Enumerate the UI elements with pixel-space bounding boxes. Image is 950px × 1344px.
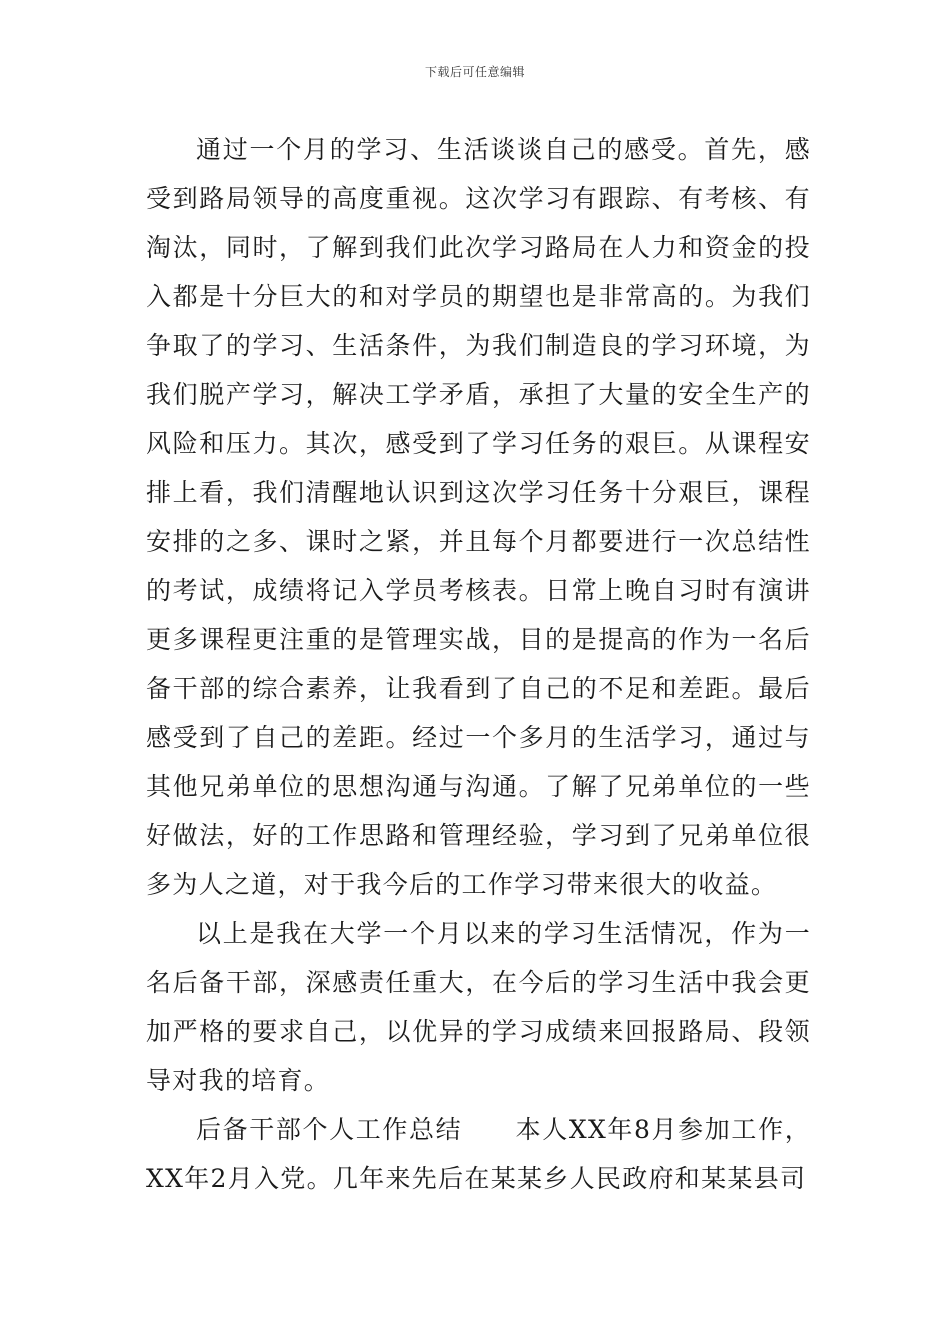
paragraph-2: 以上是我在大学一个月以来的学习生活情况，作为一名后备干部，深感责任重大，在今后的学习生活中我会更加严格的要求自己，以优异的学习成绩来回报路局、段领导对我的培育。 <box>146 919 811 1095</box>
document-body <box>146 125 811 1203</box>
paragraph-3: 后备干部个人工作总结 本人XX年8月参加工作，XX年2月入党。几年来先后在某某乡人民政府和某某县司 <box>146 1115 811 1193</box>
paragraph-1: 通过一个月的学习、生活谈谈自己的感受。首先，感受到路局领导的高度重视。这次学习有跟踪、有考核、有淘汰，同时，了解到我们此次学习路局在人力和资金的投入都是十分巨大的和对学员的期望也是非常高的。为我们争取了的学习、生活条件，为我们制造良的学习环境，为我们脱产学习，解决工学矛盾，承担了大量的安全生产的风险和压力。其次，感受到了学习任务的艰巨。从课程安排上看，我们清醒地认识到这次学习任务十分艰巨，课程安排的之多、课时之紧，并且每个月都要进行一次总结性的考试，成绩将记入学员考核表。日常上晚自习时有演讲更多课程更注重的是管理实战，目的是提高的作为一名后备干部的综合素养，让我看到了自己的不足和差距。最后感受到了自己的差距。经过一个多月的生活学习，通过与其他兄弟单位的思想沟通与沟通。了解了兄弟单位的一些好做法，好的工作思路和管理经验，学习到了兄弟单位很多为人之道，对于我今后的工作学习带来很大的收益。 <box>146 135 811 899</box>
page-header: 下载后可任意编辑 <box>424 65 525 79</box>
